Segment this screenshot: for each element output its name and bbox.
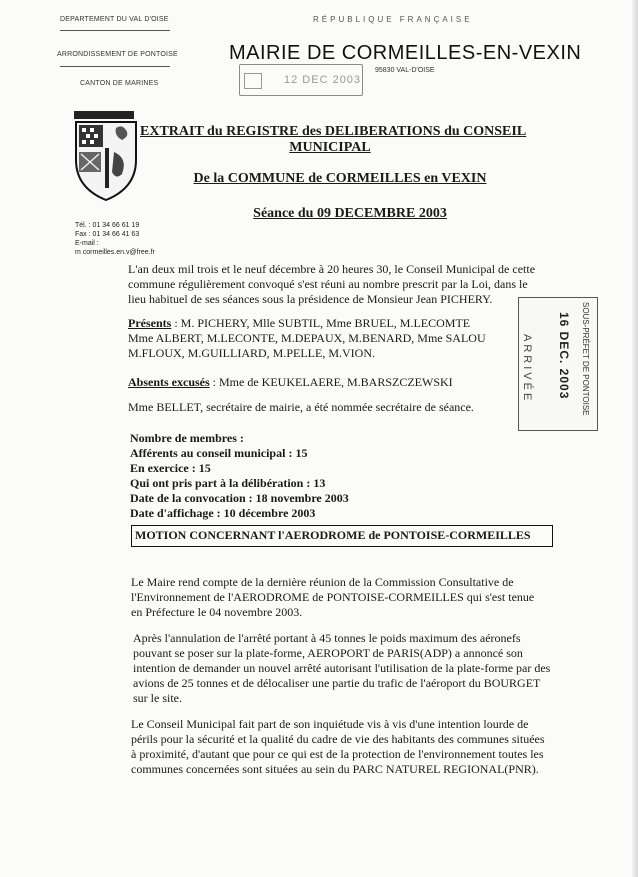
paragraph-2 [133, 631, 550, 706]
presents-block [128, 316, 486, 361]
text-line: avions de 25 tonnes et de délocaliser une partie du trafic de l'aéroport du BOURGET [133, 676, 541, 690]
extrait-title-line1: EXTRAIT du REGISTRE des DELIBERATIONS du CONSEIL [140, 124, 527, 139]
members-line: Date d'affichage : 10 décembre 2003 [130, 506, 316, 520]
text-line: pouvant se poser sur la plate-forme, AEROPORT de PARIS(ADP) a annoncé son [133, 646, 523, 660]
members-line: Afférents au conseil municipal : 15 [130, 446, 308, 460]
coat-of-arms-icon [72, 110, 144, 207]
stamp-office: SOUS-PRÉFET DE PONTOISE [581, 302, 590, 416]
scan-edge [632, 0, 638, 877]
text-line: sur le site. [133, 691, 182, 705]
presents-label: Présents [128, 316, 172, 330]
presents-line1 [128, 316, 486, 331]
seance-title: Séance du 09 DECEMBRE 2003 [253, 206, 447, 221]
arrondissement-label: ARRONDISSEMENT DE PONTOISE [57, 51, 178, 58]
text-line: en Préfecture le 04 novembre 2003. [131, 605, 303, 619]
canton-label: CANTON DE MARINES [80, 80, 159, 87]
presents-names: : M. PICHERY, Mlle SUBTIL, Mme BRUEL, M.LECOMTE [171, 316, 471, 330]
text-line: Le Conseil Municipal fait part de son inquiétude vis à vis d'une intention lourde de [131, 717, 529, 731]
republique-label: RÉPUBLIQUE FRANÇAISE [313, 15, 473, 24]
postal-label: 95830 VAL-D'OISE [375, 67, 435, 74]
arrival-stamp [518, 297, 598, 431]
absents-names: : Mme de KEUKELAERE, M.BARSZCZEWSKI [209, 375, 453, 389]
stamp-box [244, 73, 262, 89]
secretary-line: Mme BELLET, secrétaire de mairie, a été nommée secrétaire de séance. [128, 400, 474, 414]
divider [60, 30, 170, 31]
email-text: m cormeilles.en.v@free.fr [75, 249, 155, 256]
received-stamp [239, 64, 363, 96]
contact-block [75, 221, 155, 257]
intro-paragraph [128, 262, 535, 307]
paragraph-1 [131, 575, 534, 620]
received-stamp-date: 12 DEC 2003 [284, 74, 362, 86]
stamp-status: ARRIVÉE [521, 334, 533, 404]
members-block [130, 431, 349, 521]
divider [60, 66, 170, 67]
extrait-title-line2: MUNICIPAL [289, 140, 371, 155]
text-line: périls pour la sécurité et la qualité du cadre de vie des habitants des communes situées [131, 732, 545, 746]
email-label: E-mail : [75, 240, 99, 247]
absents-line [128, 375, 453, 390]
members-line: En exercice : 15 [130, 461, 211, 475]
tel-text: Tél. : 01 34 66 61 19 [75, 222, 140, 229]
presents-line3: M.FLOUX, M.GUILLIARD, M.PELLE, M.VION. [128, 346, 375, 360]
text-line: intention de demander un nouvel arrêté autorisant l'utilisation de la plate-forme par des [133, 661, 551, 675]
departement-label: DEPARTEMENT DU VAL D'OISE [60, 16, 169, 23]
text-line: L'an deux mil trois et le neuf décembre à 20 heures 30, le Conseil Municipal de cette [128, 262, 536, 276]
members-line: Qui ont pris part à la délibération : 13 [130, 476, 326, 490]
presents-line2: Mme ALBERT, M.LECONTE, M.DEPAUX, M.BENARD, Mme SALOU [128, 331, 486, 345]
absents-label: Absents excusés [128, 375, 210, 389]
text-line: Après l'annulation de l'arrêté portant à 45 tonnes le poids maximum des aéronefs [133, 631, 521, 645]
paragraph-3 [131, 717, 545, 777]
text-line: commune régulièrement convoqué s'est réuni au nombre prescrit par la Loi, dans le [128, 277, 528, 291]
members-line: Nombre de membres : [130, 431, 244, 445]
mairie-title: MAIRIE DE CORMEILLES-EN-VEXIN [229, 42, 582, 64]
members-line: Date de la convocation : 18 novembre 2003 [130, 491, 349, 505]
stamp-date: 16 DEC. 2003 [557, 312, 571, 400]
text-line: Le Maire rend compte de la dernière réunion de la Commission Consultative de [131, 575, 514, 589]
fax-text: Fax : 01 34 66 41 63 [75, 231, 140, 238]
motion-title: MOTION CONCERNANT l'AERODROME de PONTOISE-CORMEILLES [135, 528, 531, 542]
text-line: lieu habituel de ses séances sous la présidence de Monsieur Jean PICHERY. [128, 292, 493, 306]
text-line: à proximité, d'autant que pour ce qui est de la protection de l'environnement toutes les [131, 747, 544, 761]
text-line: l'Environnement de l'AERODROME de PONTOISE-CORMEILLES qui s'est tenue [131, 590, 535, 604]
commune-title: De la COMMUNE de CORMEILLES en VEXIN [193, 171, 487, 186]
text-line: communes concernées sont situées au sein du PARC NATUREL REGIONAL(PNR). [131, 762, 539, 776]
